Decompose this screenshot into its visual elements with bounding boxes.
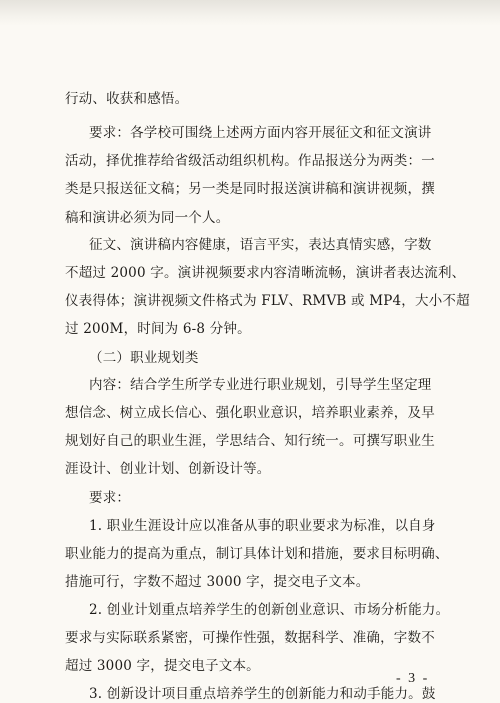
text-line: 类是只报送征文稿；另一类是同时报送演讲稿和演讲视频，撰 xyxy=(65,181,435,197)
text-line: 想信念、树立成长信心、强化职业意识，培养职业素养，及早 xyxy=(65,405,435,421)
text-line: 规划好自己的职业生涯，学思结合、知行统一。可撰写职业生 xyxy=(65,433,435,449)
text-line: 行动、收获和感悟。 xyxy=(65,91,189,107)
text-line: 2. 创业计划重点培养学生的创新创业意识、市场分析能力。 xyxy=(89,602,450,618)
text-line: 要求： xyxy=(89,490,131,506)
text-line: 征文、演讲稿内容健康，语言平实，表达真情实感，字数 xyxy=(89,237,432,253)
text-line: 活动，择优推荐给省级活动组织机构。作品报送分为两类：一 xyxy=(65,153,435,169)
page-number: - 3 - xyxy=(396,671,430,686)
text-line: 稿和演讲必须为同一个人。 xyxy=(65,210,230,226)
text-line: 过 200M，时间为 6-8 分钟。 xyxy=(65,321,251,337)
text-line: 要求与实际联系紧密，可操作性强，数据科学、准确，字数不 xyxy=(65,630,435,646)
text-line: 职业能力的提高为重点，制订具体计划和措施，要求目标明确、 xyxy=(65,546,449,562)
text-line: 3. 创新设计项目重点培养学生的创新能力和动手能力。鼓 xyxy=(89,686,436,702)
text-line: 措施可行，字数不超过 3000 字，提交电子文本。 xyxy=(65,574,370,590)
text-line: 要求：各学校可围绕上述两方面内容开展征文和征文演讲 xyxy=(89,125,432,141)
section-heading: （二）职业规划类 xyxy=(89,350,199,366)
text-line: 涯设计、创业计划、创新设计等。 xyxy=(65,461,271,477)
text-line: 不超过 2000 字。演讲视频要求内容清晰流畅，演讲者表达流利、 xyxy=(65,265,466,281)
text-line: 仪表得体；演讲视频文件格式为 FLV、RMVB 或 MP4，大小不超 xyxy=(65,293,470,309)
text-line: 超过 3000 字，提交电子文本。 xyxy=(65,658,260,674)
text-line: 1. 职业生涯设计应以准备从事的职业要求为标准，以自身 xyxy=(89,518,436,534)
text-line: 内容：结合学生所学专业进行职业规划，引导学生坚定理 xyxy=(89,377,432,393)
